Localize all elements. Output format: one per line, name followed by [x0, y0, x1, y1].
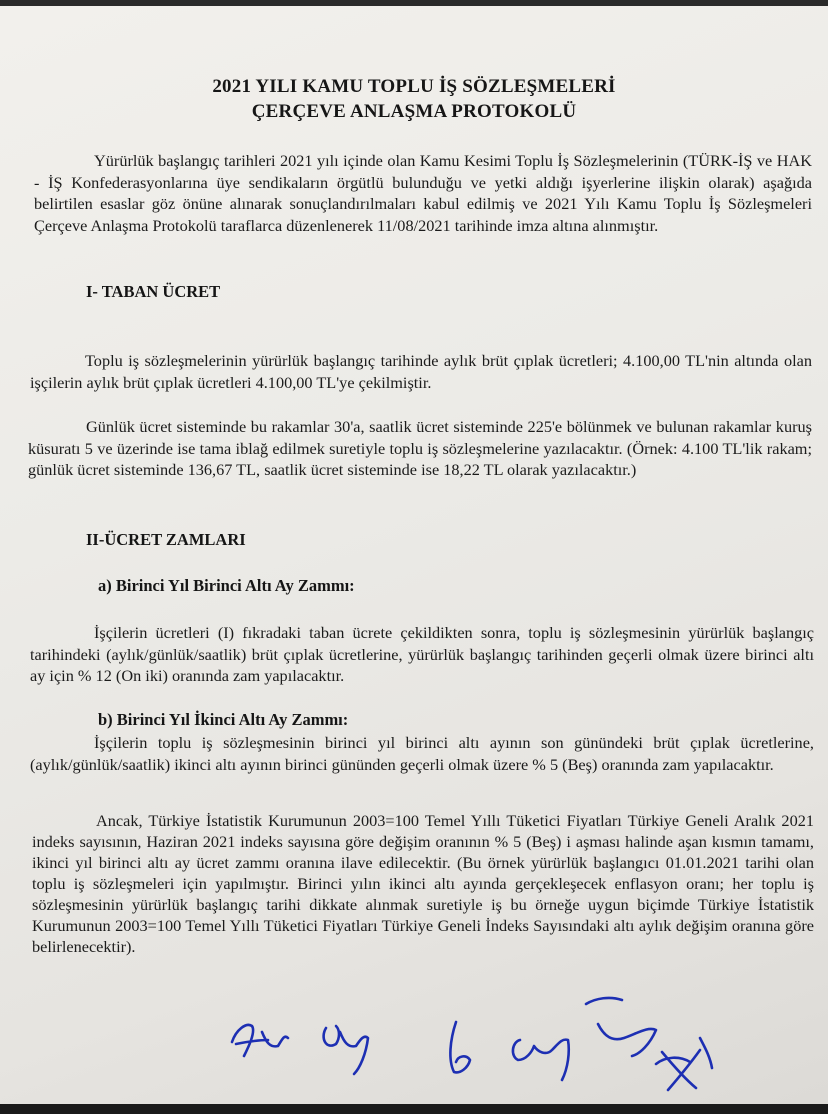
handwritten-signatures [0, 990, 828, 1100]
document-title-line2: ÇERÇEVE ANLAŞMA PROTOKOLÜ [251, 101, 577, 122]
section1-heading: I- TABAN ÜCRET [86, 282, 221, 301]
top-shadow-band [0, 0, 828, 6]
document-title-line1: 2021 YILI KAMU TOPLU İŞ SÖZLEŞMELERİ [212, 76, 616, 97]
signature-3 [450, 1022, 470, 1072]
signature-6 [656, 1038, 712, 1090]
section2b-heading: b) Birinci Yıl İkinci Altı Ay Zammı: [98, 710, 349, 729]
section2b-paragraph2: Ancak, Türkiye İstatistik Kurumunun 2003=100 Temel Yıllı Tüketici Fiyatları Türkiye Geneli Aralık 2021 indeks sayısının, Haziran 2021 indeks sayısına göre değişim oranının % 5 (Beş) i aşması halinde aşan kısmın tamamı, ikinci yıl birinci altı ay ücret zammı oranına ilave edilecektir. (Bu örnek yürürlük başlangıcı 01.01.2021 tarihi olan toplu iş sözleşmeleri için yapılmıştır. Birinci yılın ikinci altı ayında gerçekleşecek enflasyon oranı; her toplu iş sözleşmesinin yürürlük başlangıç tarihi dikkate alınmak suretiyle iş bu örneğe uygun biçimde Türkiye İstatistik Kurumunun 2003=100 Temel Yıllı Tüketici Fiyatları Türkiye Geneli İndeks Sayısındaki altı aylık değişim oranına göre belirlenecektir). [32, 811, 814, 956]
signature-2 [324, 1026, 368, 1074]
section1-paragraph2: Günlük ücret sisteminde bu rakamlar 30'a, saatlik ücret sisteminde 225'e bölünmek ve bulunan rakamlar kuruş küsuratı 5 ve üzerinde ise tama iblağ edilmek suretiyle toplu iş sözleşmelerine yazılacaktır. (Örnek: 4.100 TL'lik rakam; günlük ücret sisteminde 136,67 TL, saatlik ücret sisteminde ise 18,22 TL olarak yazılacaktır.) [28, 417, 812, 479]
section2-heading: II-ÜCRET ZAMLARI [86, 530, 246, 549]
signature-1 [232, 1025, 288, 1056]
section1-paragraph1: Toplu iş sözleşmelerinin yürürlük başlangıç tarihinde aylık brüt çıplak ücretleri; 4.100,00 TL'nin altında olan işçilerin aylık brüt çıplak ücretleri 4.100,00 TL'ye çekilmiştir. [30, 351, 812, 392]
section2a-heading: a) Birinci Yıl Birinci Altı Ay Zammı: [98, 576, 355, 595]
signature-4 [513, 1040, 569, 1080]
section2a-paragraph: İşçilerin ücretleri (I) fıkradaki taban ücrete çekildikten sonra, toplu iş sözleşmesinin yürürlük başlangıç tarihindeki (aylık/günlük/saatlik) brüt çıplak ücretlerine, yürürlük başlangıç tarihinden geçerli olmak üzere birinci altı ay için % 12 (On iki) oranında zam yapılacaktır. [30, 623, 814, 685]
section2b-paragraph1: İşçilerin toplu iş sözleşmesinin birinci yıl birinci altı ayının son günündeki brüt çıplak ücretlerine, (aylık/günlük/saatlik) ikinci altı ayının birinci gününden geçerli olmak üzere % 5 (Beş) oranında zam yapılacaktır. [30, 733, 814, 774]
signature-5 [586, 998, 656, 1056]
intro-paragraph: Yürürlük başlangıç tarihleri 2021 yılı içinde olan Kamu Kesimi Toplu İş Sözleşmelerinin (TÜRK-İŞ ve HAK - İŞ Konfederasyonlarına üye sendikaların örgütlü bulunduğu ve yetki aldığı işyerlerine ilişkin olarak) aşağıda belirtilen esaslar göz önüne alınarak sonuçlandırılmaları kabul edilmiş ve 2021 Yılı Kamu Toplu İş Sözleşmeleri Çerçeve Anlaşma Protokolü taraflarca düzenlenerek 11/08/2021 tarihinde imza altına alınmıştır. [34, 151, 812, 235]
